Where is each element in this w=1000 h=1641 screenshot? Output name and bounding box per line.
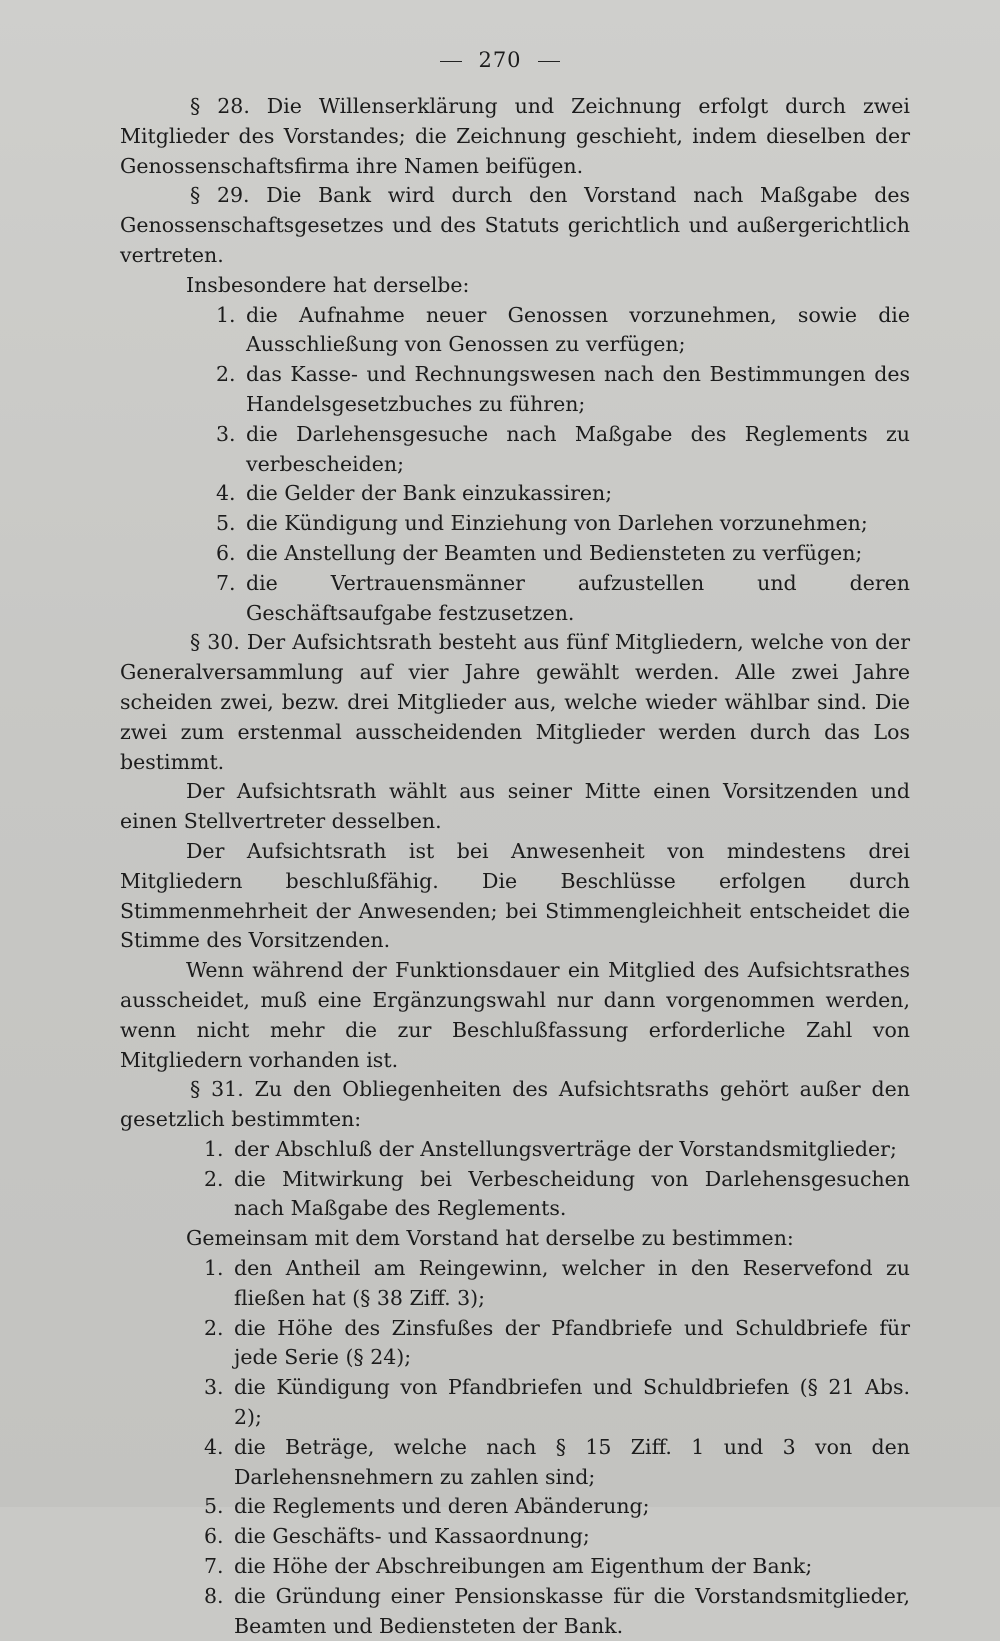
list-item-number: 6.: [204, 1524, 224, 1549]
page-number-text: 270: [478, 48, 522, 72]
list-item-number: 1.: [204, 1136, 224, 1161]
section-29: § 29. Die Bank wird durch den Vorstand nach Maßgabe des Genossenschaftsgesetzes und des Statuts gerichtlich und außergerichtlich vertreten.: [120, 183, 910, 267]
list-item-number: 2.: [204, 1166, 224, 1191]
list-item: [120, 569, 910, 629]
list-item-text: die Mitwirkung bei Verbescheidung von Darlehensgesuchen nach Maßgabe des Reglements.: [234, 1166, 910, 1221]
list-item-number: 3.: [216, 421, 236, 446]
list-item: [120, 1373, 910, 1433]
list-item-number: 3.: [204, 1375, 224, 1400]
section-28: § 28. Die Willenserklärung und Zeichnung erfolgt durch zwei Mitglieder des Vorstandes; die Zeichnung geschieht, indem dieselben der Genossenschaftsfirma ihre Namen beifügen.: [120, 94, 910, 178]
page-number: [0, 48, 1000, 72]
list-item: [120, 420, 910, 480]
section-29-list: [120, 301, 910, 629]
list-item-number: 2.: [204, 1315, 224, 1340]
section-30: § 30. Der Aufsichtsrath besteht aus fünf Mitgliedern, welche von der Generalversammlung auf vier Jahre gewählt werden. Alle zwei Jahre scheiden zwei, bezw. drei Mitglieder aus, welche wieder wählbar sind. Die zwei zum erstenmal ausscheidenden Mitglieder werden durch das Los bestimmt.: [120, 630, 910, 774]
section-31: § 31. Zu den Obliegenheiten des Aufsichtsraths gehört außer den gesetzlich bestimmten:: [120, 1077, 910, 1132]
section-31-intro-2: Gemeinsam mit dem Vorstand hat derselbe zu bestimmen:: [186, 1226, 794, 1251]
list-item-text: den Antheil am Reingewinn, welcher in den Reservefond zu fließen hat (§ 38 Ziff. 3);: [234, 1256, 910, 1310]
list-item: [120, 1135, 910, 1165]
list-item: [120, 1165, 910, 1225]
list-item-text: die Gründung einer Pensionskasse für die Vorstandsmitglieder, Beamten und Bediensteten der Bank.: [234, 1583, 910, 1638]
list-item-text: der Abschluß der Anstellungsverträge der Vorstandsmitglieder;: [234, 1136, 897, 1161]
section-30-paragraph-2: Der Aufsichtsrath wählt aus seiner Mitte einen Vorsitzenden und einen Stellvertreter desselben.: [120, 779, 910, 834]
list-item-text: die Höhe der Abschreibungen am Eigenthum der Bank;: [234, 1554, 813, 1579]
list-item: [120, 1433, 910, 1493]
list-item: [120, 1552, 910, 1582]
list-item: [120, 360, 910, 420]
list-item-text: die Höhe des Zinsfußes der Pfandbriefe und Schuldbriefe für jede Serie (§ 24);: [234, 1315, 910, 1370]
section-29-intro: Insbesondere hat derselbe:: [186, 272, 470, 297]
list-item-number: 4.: [216, 481, 236, 506]
list-item-number: 4.: [204, 1434, 224, 1459]
list-item-text: die Gelder der Bank einzukassiren;: [246, 481, 613, 506]
list-item: [120, 1254, 910, 1314]
list-item-number: 7.: [204, 1554, 224, 1579]
folio-dash-right: [538, 61, 560, 62]
section-31-list-2: [120, 1254, 910, 1641]
list-item: [120, 1582, 910, 1641]
list-item-text: die Anstellung der Beamten und Bediensteten zu verfügen;: [246, 540, 863, 565]
list-item-text: die Reglements und deren Abänderung;: [234, 1494, 650, 1519]
folio-dash-left: [440, 61, 462, 62]
list-item: [120, 301, 910, 361]
section-30-paragraph-3: Der Aufsichtsrath ist bei Anwesenheit von mindestens drei Mitgliedern beschlußfähig. Die Beschlüsse erfolgen durch Stimmenmehrheit der Anwesenden; bei Stimmengleichheit entscheidet die Stimme des Vorsitzenden.: [120, 838, 910, 953]
list-item-number: 7.: [216, 570, 236, 595]
list-item: [120, 509, 910, 539]
list-item-number: 1.: [204, 1256, 224, 1281]
list-item-text: die Kündigung von Pfandbriefen und Schuldbriefen (§ 21 Abs. 2);: [234, 1375, 910, 1430]
list-item-text: das Kasse- und Rechnungswesen nach den Bestimmungen des Handelsgesetzbuches zu führen;: [246, 362, 910, 416]
list-item-number: 5.: [204, 1494, 224, 1519]
list-item-number: 8.: [204, 1583, 224, 1608]
list-item-text: die Geschäfts- und Kassaordnung;: [234, 1524, 590, 1549]
list-item: [120, 479, 910, 509]
list-item-text: die Kündigung und Einziehung von Darlehen vorzunehmen;: [246, 511, 868, 536]
list-item-number: 2.: [216, 362, 236, 387]
list-item-text: die Beträge, welche nach § 15 Ziff. 1 und 3 von den Darlehensnehmern zu zahlen sind;: [234, 1434, 910, 1489]
section-31-list: [120, 1135, 910, 1224]
list-item: [120, 1314, 910, 1374]
list-item-text: die Aufnahme neuer Genossen vorzunehmen, sowie die Ausschließung von Genossen zu verfügen;: [246, 302, 910, 357]
list-item-text: die Vertrauensmänner aufzustellen und deren Geschäftsaufgabe festzusetzen.: [246, 570, 910, 625]
list-item-number: 1.: [216, 302, 236, 327]
list-item-number: 6.: [216, 540, 236, 565]
list-item-text: die Darlehensgesuche nach Maßgabe des Reglements zu verbescheiden;: [246, 421, 910, 476]
list-item-number: 5.: [216, 511, 236, 536]
list-item: [120, 1492, 910, 1522]
section-30-paragraph-4: Wenn während der Funktionsdauer ein Mitglied des Aufsichtsrathes ausscheidet, muß eine Ergänzungswahl nur dann vorgenommen werden, wenn nicht mehr die zur Beschlußfassung erforderliche Zahl von Mitgliedern vorhanden ist.: [120, 958, 910, 1072]
list-item: [120, 1522, 910, 1552]
list-item: [120, 539, 910, 569]
document-body: [120, 92, 910, 1641]
